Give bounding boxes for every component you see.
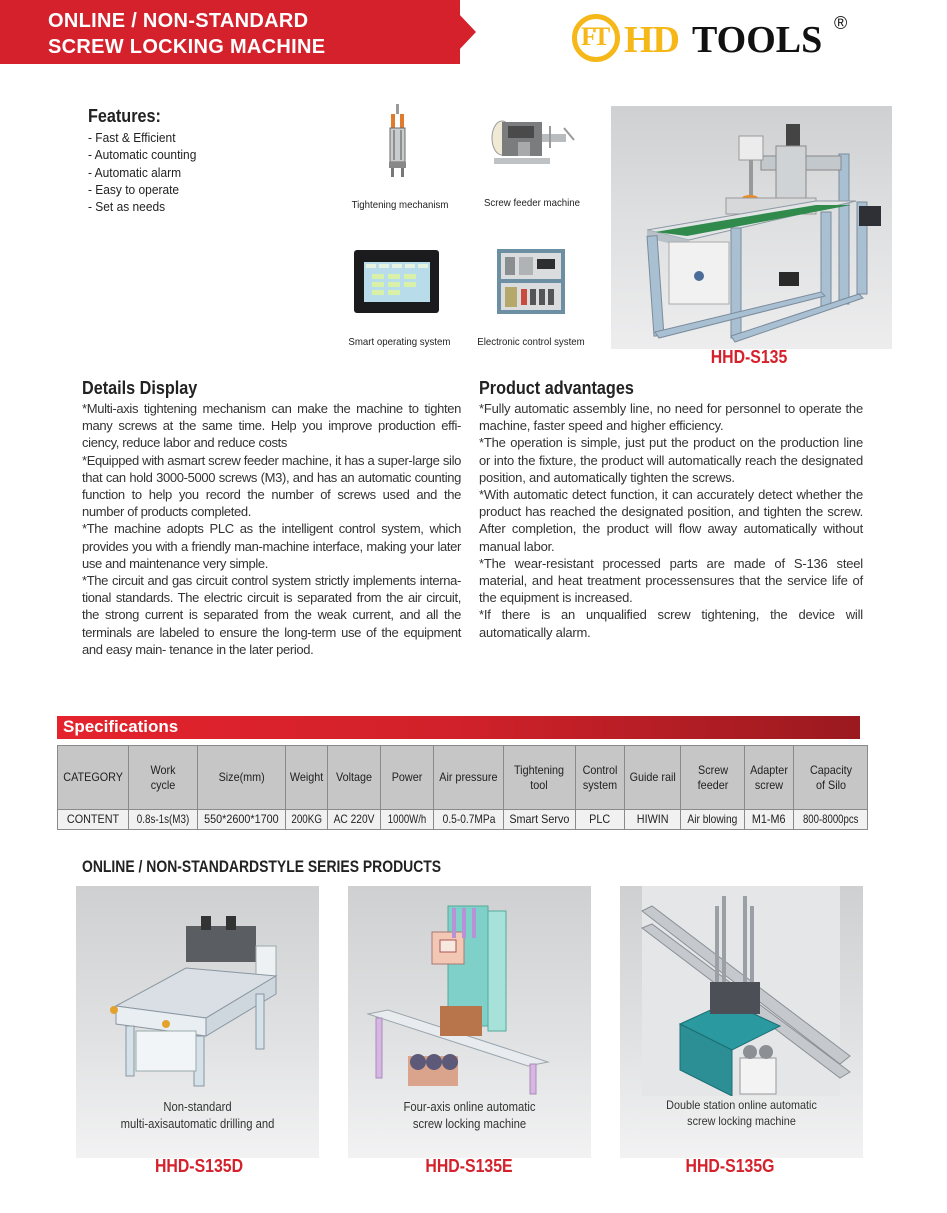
spec-header-cell: Work cycle (129, 746, 198, 810)
spec-header-cell: Weight (286, 746, 328, 810)
product-caption (348, 1099, 591, 1133)
product-caption-line2: multi-axisautomatic drilling and (120, 1117, 275, 1131)
advantages-paragraph: *If there is an unqualified screw tightening, the device will automatically alarm. (479, 607, 863, 640)
product-caption-line1: Double station online automatic (666, 1098, 817, 1112)
product-caption-line2: screw locking machine (687, 1114, 796, 1128)
component-caption: Smart operating system (348, 336, 451, 348)
spec-header-cell: Adapter screw (744, 746, 793, 810)
spec-header-cell: Control system (575, 746, 624, 810)
features-list (88, 129, 206, 215)
product-caption (620, 1097, 863, 1129)
main-product-image (611, 106, 892, 349)
logo-tools-text: TOOLS (692, 19, 823, 61)
spec-header-cell: Guide rail (624, 746, 680, 810)
product-model[interactable]: HHD-S135D (154, 1156, 244, 1176)
main-product-model: HHD-S135 (710, 347, 788, 367)
feature-item: - Automatic counting (88, 147, 197, 163)
component-caption: Tightening mechanism (351, 199, 449, 211)
spec-header-cell: Capacity of Silo (793, 746, 867, 810)
product-caption (76, 1099, 319, 1133)
feature-item: - Fast & Efficient (88, 130, 176, 145)
product-image-s135e (348, 886, 591, 1096)
screw-feeder-image (490, 116, 580, 166)
product-image-s135g (620, 886, 863, 1096)
product-card[interactable] (76, 886, 319, 1158)
spec-value-cell: 550*2600*1700 (198, 810, 286, 830)
advantages-paragraph: *The wear-resistant processed parts are made of S-136 steel material, and heat treatment processensures that the service life of the equipment is increased. (479, 555, 863, 606)
page-title (48, 8, 325, 60)
details-title: Details Display (82, 378, 198, 398)
product-card[interactable] (620, 886, 863, 1158)
spec-header-cell: CATEGORY (58, 746, 129, 810)
features-title: Features: (88, 106, 161, 126)
product-caption-line1: Four-axis online automatic (403, 1100, 536, 1114)
spec-header-cell: Screw feeder (681, 746, 745, 810)
product-card[interactable] (348, 886, 591, 1158)
details-paragraph: *Multi-axis tightening mechanism can make the machine to tighten many screws at the same time. Help you improve production effi- ciency, reduce labor and reduce costs (82, 401, 461, 451)
spec-value-cell: AC 220V (328, 810, 381, 830)
details-paragraph: *Equipped with asmart screw feeder machine, it has a super-large silo that can hold 3000-5000 screws (M3), and has an automatic counting function to help you record the number of screws used and the number of products completed. (82, 452, 461, 520)
control-cabinet-image (497, 249, 565, 314)
spec-value-cell: 0.5-0.7MPa (434, 810, 504, 830)
banner-arrow (458, 13, 476, 51)
touch-screen-image (354, 250, 439, 313)
spec-header-cell: Tightening tool (504, 746, 576, 810)
spec-value-cell: 1000W/h (381, 810, 434, 830)
spec-header-cell: Power (381, 746, 434, 810)
spec-header-row (58, 746, 868, 810)
features-section (88, 106, 206, 215)
product-model[interactable]: HHD-S135G (685, 1156, 775, 1176)
advantages-paragraph: *Fully automatic assembly line, no need for personnel to operate the machine, faster speed and higher efficiency. (479, 401, 863, 434)
page-title-line2: SCREW LOCKING MACHINE (48, 36, 326, 58)
brand-logo (572, 10, 862, 65)
specifications-header-bar (57, 716, 860, 739)
feature-item: - Set as needs (88, 199, 166, 215)
feature-item: - Automatic alarm (88, 164, 182, 180)
advantages-paragraph: *The operation is simple, just put the product on the production line or into the fixture, the product will automatically reach the designated position, and automatically tighten the screws. (479, 435, 863, 485)
logo-mark-text: FT (581, 22, 607, 51)
advantages-paragraph: *With automatic detect function, it can accurately detect whether the product has reached the designated position, and tighten the screw. After completion, the product will flow away automatically without manual labor. (479, 487, 863, 554)
spec-value-cell: 800-8000pcs (793, 810, 867, 830)
component-caption: Electronic control system (477, 336, 585, 348)
screw-locking-machine-illustration (611, 106, 892, 349)
spec-value-cell: HIWIN (624, 810, 680, 830)
logo-hd-text: HD (624, 19, 679, 61)
registered-mark: ® (834, 13, 848, 33)
component-caption: Screw feeder machine (483, 197, 581, 209)
product-caption-line2: screw locking machine (412, 1117, 527, 1131)
spec-value-cell: CONTENT (58, 810, 129, 830)
advantages-text (479, 400, 863, 641)
spec-header-cell: Size(mm) (198, 746, 286, 810)
spec-value-cell: Smart Servo (504, 810, 576, 830)
spec-value-cell: M1-M6 (744, 810, 793, 830)
product-caption-line1: Non-standard (163, 1100, 232, 1114)
logo-ft-icon (572, 14, 620, 62)
specifications-table (57, 745, 868, 830)
details-text (82, 400, 461, 658)
product-model[interactable]: HHD-S135E (425, 1156, 513, 1176)
tightening-mechanism-image (383, 104, 413, 178)
details-paragraph: *The machine adopts PLC as the intelligent control system, which provides you with a friendly man-machine interface, making your later use and maintenance very simple. (82, 521, 461, 571)
series-title: ONLINE / NON-STANDARDSTYLE SERIES PRODUCTS (82, 857, 442, 876)
spec-value-cell: PLC (575, 810, 624, 830)
spec-value-cell: 200KG (286, 810, 328, 830)
advantages-title: Product advantages (479, 378, 634, 398)
spec-header-cell: Voltage (328, 746, 381, 810)
product-image-s135d (76, 886, 319, 1096)
feature-item: - Easy to operate (88, 181, 180, 197)
details-paragraph: *The circuit and gas circuit control system strictly implements interna- tional standards. The electric circuit is separated from the air circuit, the strong current is separated from the weak current, and all the terminals are labeled to ensure the long-term use of the equipment and easy main- tenance in the later period. (82, 573, 461, 657)
page-title-line1: ONLINE / NON-STANDARD (48, 10, 309, 32)
specifications-title: Specifications (63, 717, 179, 736)
spec-value-cell: 0.8s-1s(M3) (129, 810, 198, 830)
spec-content-row (58, 810, 868, 830)
spec-header-cell: Air pressure (434, 746, 504, 810)
spec-value-cell: Air blowing (681, 810, 745, 830)
